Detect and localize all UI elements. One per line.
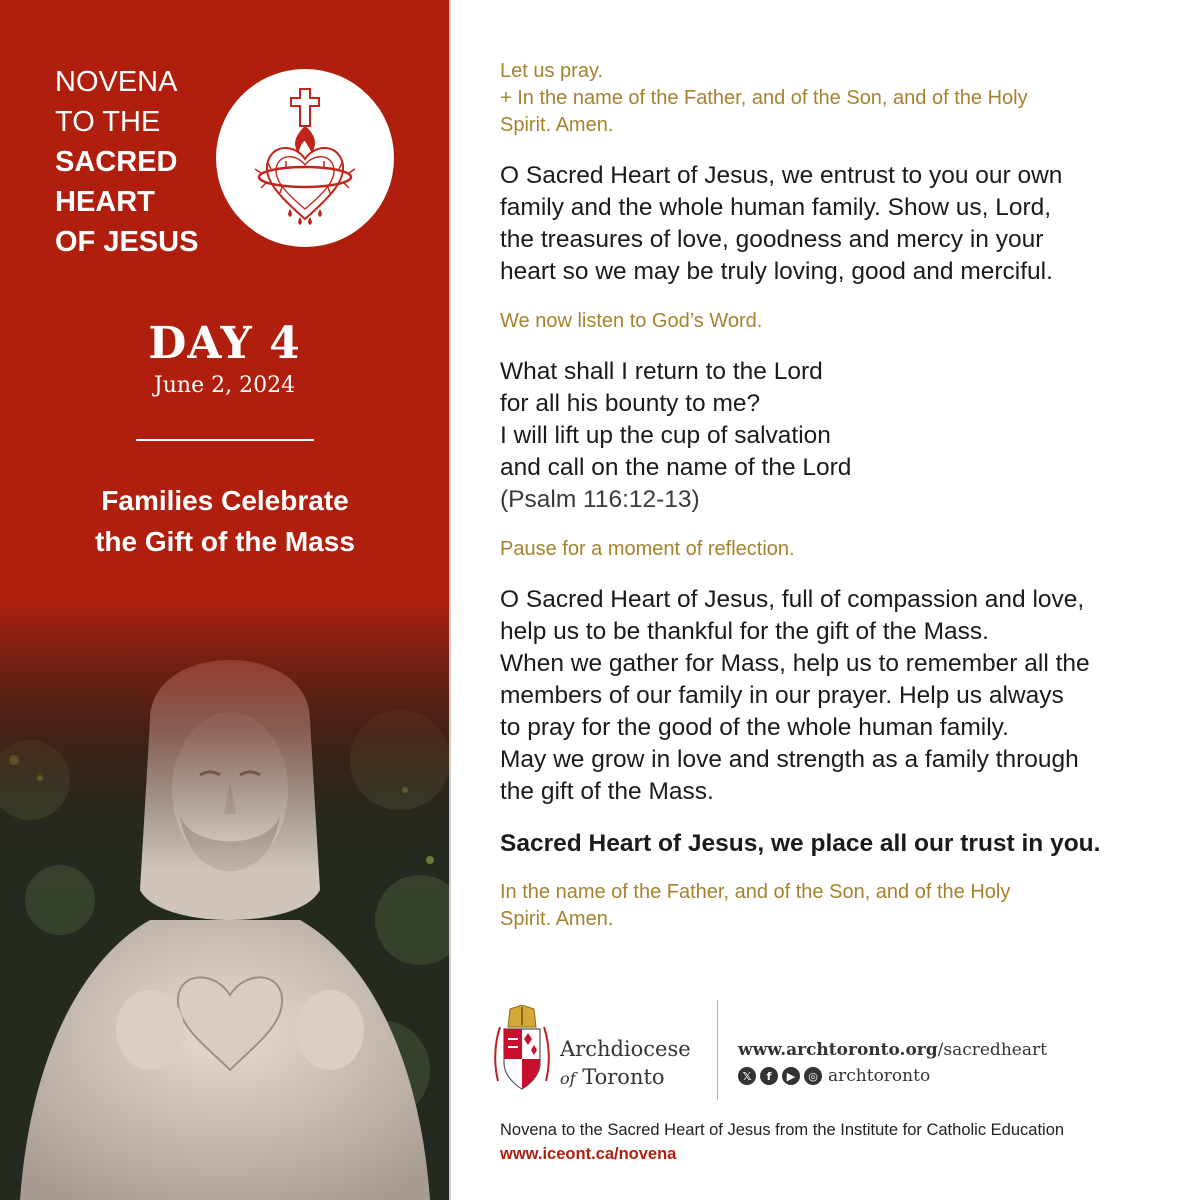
facebook-icon[interactable]: f (760, 1067, 778, 1085)
title-line: TO THE (55, 106, 161, 138)
opening-prayer (500, 58, 1160, 139)
text-line: O Sacred Heart of Jesus, full of compassion and love, (500, 586, 1085, 613)
x-icon[interactable]: 𝕏 (738, 1067, 756, 1085)
psalm-citation: (Psalm 116:12-13) (500, 486, 700, 513)
text-line: the gift of the Mass. (500, 778, 714, 805)
social-handle: archtoronto (828, 1066, 931, 1086)
archdiocese-coat-of-arms-icon (490, 1005, 554, 1095)
panel-divider (449, 0, 451, 1200)
compassion-paragraph (500, 584, 1170, 808)
text-line: O Sacred Heart of Jesus, we entrust to you our own (500, 162, 1063, 189)
left-banner (0, 0, 449, 1200)
instagram-icon[interactable]: ◎ (804, 1067, 822, 1085)
credit-text: Novena to the Sacred Heart of Jesus from the Institute for Catholic Education (500, 1121, 1065, 1139)
pause-instruction: Pause for a moment of reflection. (500, 538, 795, 560)
text-line: May we grow in love and strength as a family through (500, 746, 1079, 773)
org-name-line: Archdiocese (560, 1037, 691, 1061)
youtube-icon[interactable]: ▶ (782, 1067, 800, 1085)
day-date: June 2, 2024 (153, 373, 296, 398)
day-theme (40, 480, 410, 562)
text-line: I will lift up the cup of salvation (500, 422, 831, 449)
sacred-heart-statue-photo (0, 600, 449, 1200)
text-line: members of our family in our prayer. Help us always (500, 682, 1064, 709)
title-line: SACRED (55, 146, 178, 178)
day-number: DAY 4 (148, 318, 301, 369)
divider (136, 439, 314, 441)
text-line: help us to be thankful for the gift of the Mass. (500, 618, 989, 645)
website-link[interactable] (738, 1040, 1047, 1060)
title-line: NOVENA (55, 66, 178, 98)
text-line: What shall I return to the Lord (500, 358, 823, 385)
theme-line: the Gift of the Mass (95, 526, 355, 557)
title-line: HEART (55, 186, 155, 218)
website-domain: www.archtoronto.org (738, 1040, 938, 1060)
text-line: In the name of the Father, and of the Son, and of the Holy (500, 881, 1011, 903)
archdiocese-name (560, 1035, 691, 1093)
listen-instruction: We now listen to God’s Word. (500, 310, 763, 332)
website-path: /sacredheart (937, 1040, 1047, 1060)
text-line: and call on the name of the Lord (500, 454, 852, 481)
sacred-heart-icon (216, 69, 394, 247)
psalm-reading (500, 356, 1170, 516)
sacred-heart-emblem (216, 69, 394, 247)
text-line: When we gather for Mass, help us to remember all the (500, 650, 1090, 677)
text-line: to pray for the good of the whole human family. (500, 714, 1009, 741)
text-line: Spirit. Amen. (500, 908, 614, 930)
title-line: OF JESUS (55, 226, 199, 258)
text-line: the treasures of love, goodness and mercy in your (500, 226, 1044, 253)
entrust-paragraph (500, 160, 1170, 288)
text-line: Let us pray. (500, 60, 604, 82)
novena-link[interactable]: www.iceont.ca/novena (500, 1145, 677, 1163)
trust-acclamation: Sacred Heart of Jesus, we place all our trust in you. (500, 830, 1101, 857)
text-line: family and the whole human family. Show us, Lord, (500, 194, 1052, 221)
org-name-line: Toronto (582, 1065, 665, 1089)
footer-divider (717, 1000, 718, 1100)
text-line: for all his bounty to me? (500, 390, 761, 417)
text-line: heart so we may be truly loving, good and merciful. (500, 258, 1053, 285)
text-line: + In the name of the Father, and of the Son, and of the Holy (500, 87, 1028, 109)
social-links (738, 1066, 930, 1086)
closing-prayer (500, 879, 1160, 933)
novena-title (55, 62, 215, 262)
text-line: Spirit. Amen. (500, 114, 614, 136)
theme-line: Families Celebrate (101, 485, 349, 516)
org-of: of (560, 1069, 576, 1088)
